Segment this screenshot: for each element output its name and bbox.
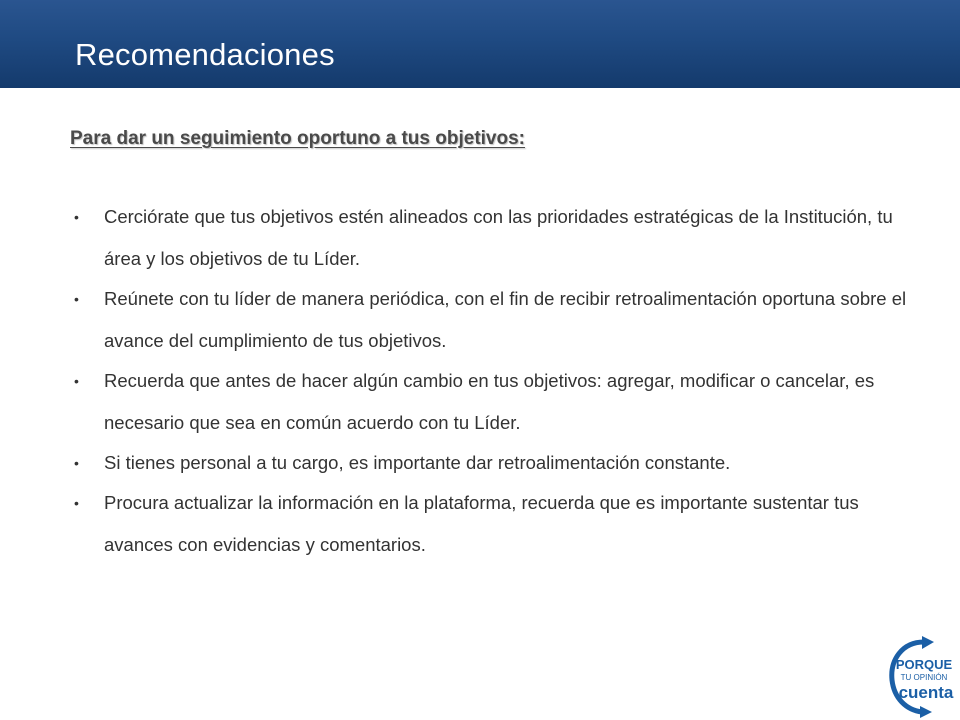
list-item: [72, 278, 922, 362]
list-item: [72, 196, 922, 280]
bullet-icon: •: [74, 373, 79, 389]
logo-text-porque: PORQUE: [895, 657, 953, 672]
logo-arrow-bottom: [920, 706, 932, 718]
page-title: Recomendaciones: [75, 37, 335, 72]
logo-arrow-top: [922, 636, 934, 649]
list-item-text: Cerciórate que tus objetivos estén alineados con las prioridades estratégicas de la Institución, tu área y los objetivos de tu Líder.: [104, 206, 893, 269]
logo-text-cuenta: cuenta: [898, 683, 954, 702]
logo-text-tu-opinion: TU OPINIÓN: [900, 673, 948, 682]
bullet-icon: •: [74, 495, 79, 511]
list-item-text: Reúnete con tu líder de manera periódica, con el fin de recibir retroalimentación oportuna sobre el avance del cumplimiento de tus objetivos.: [104, 288, 907, 351]
list-item: [72, 442, 922, 484]
bullet-icon: •: [74, 291, 79, 307]
section-subtitle: Para dar un seguimiento oportuno a tus objetivos:: [70, 128, 525, 149]
bullet-icon: •: [74, 209, 79, 225]
list-item-text: Si tienes personal a tu cargo, es importante dar retroalimentación constante.: [104, 452, 731, 473]
bullet-icon: •: [74, 455, 79, 471]
list-item-text: Recuerda que antes de hacer algún cambio en tus objetivos: agregar, modificar o cancelar, es necesario que sea en común acuerdo con tu Líder.: [104, 370, 875, 433]
list-item: [72, 360, 922, 444]
list-item: [72, 482, 922, 566]
recommendations-list: [72, 196, 922, 564]
list-item-text: Procura actualizar la información en la plataforma, recuerda que es importante sustentar tus avances con evidencias y comentarios.: [104, 492, 859, 555]
header-bar: [0, 0, 960, 88]
porque-tu-opinion-cuenta-logo: [888, 636, 958, 718]
